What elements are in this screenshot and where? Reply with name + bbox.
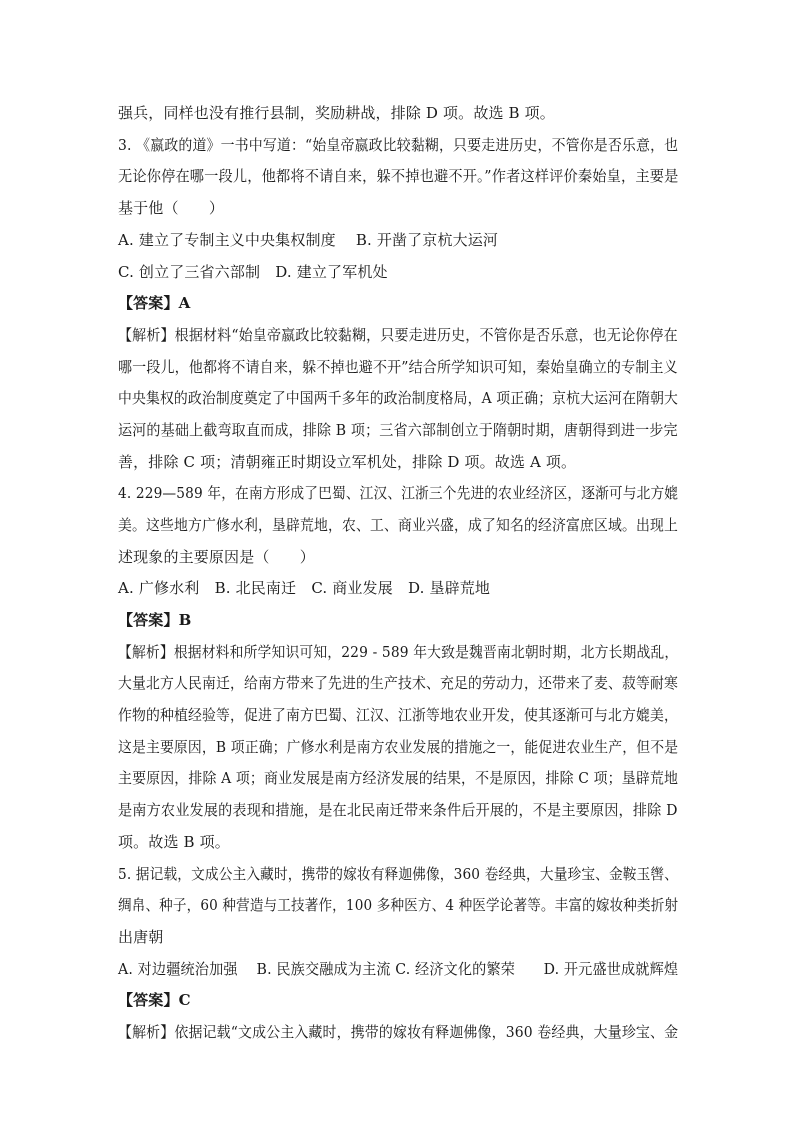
text-line: 大量北方人民南迁，给南方带来了先进的生产技术、充足的劳动力，还带来了麦、菽等耐寒: [118, 674, 678, 692]
question-5-stem: 5. 据记载，文成公主入藏时，携带的嫁妆有释迦佛像，360 卷经典，大量珍宝、金鞍玉辔、: [118, 865, 679, 883]
question-4-stem: 4. 229—589 年，在南方形成了巴蜀、江汉、江浙三个先进的农业经济区，逐渐可与北方媲: [118, 484, 679, 502]
text-line: 强兵，同样也没有推行县制，奖励耕战，排除 D 项。故选 B 项。: [118, 104, 555, 122]
text-line: 这是主要原因，B 项正确；广修水利是南方农业发展的措施之一，能促进农业生产，但不是: [118, 738, 679, 756]
text-line: 出唐朝: [118, 928, 164, 946]
question-4-options: A. 广修水利 B. 北民南迁 C. 商业发展 D. 垦辟荒地: [118, 579, 491, 597]
question-5-analysis: 【解析】依据记载“文成公主入藏时，携带的嫁妆有释迦佛像，360 卷经典，大量珍宝、金: [118, 1023, 679, 1041]
text-line: 美。这些地方广修水利，垦辟荒地，农、工、商业兴盛，成了知名的经济富庶区域。出现上: [118, 516, 678, 534]
question-3-options: C. 创立了三省六部制 D. 建立了军机处: [118, 263, 388, 281]
text-line: 作物的种植经验等，促进了南方巴蜀、江汉、江浙等地农业开发，使其逐渐可与北方媲美，: [118, 706, 678, 724]
question-4-analysis: 【解析】根据材料和所学知识可知，229 - 589 年大致是魏晋南北朝时期，北方长期战乱，: [118, 643, 679, 661]
text-line: 主要原因，排除 A 项；商业发展是南方经济发展的结果，不是原因，排除 C 项；垦辟荒地: [118, 769, 679, 787]
text-line: 无论你停在哪一段儿，他都将不请自来，躲不掉也避不开。”作者这样评价秦始皇，主要是: [118, 167, 679, 185]
text-line: 运河的基础上截弯取直而成，排除 B 项；三省六部制创立于隋朝时期，唐朝得到进一步完: [118, 421, 678, 439]
text-line: 基于他（ ）: [118, 199, 225, 217]
question-3-analysis: 【解析】根据材料“始皇帝嬴政比较黏糊，只要走进历史，不管你是否乐意，也无论你停在: [118, 326, 678, 344]
text-line: 绸帛、种子，60 种营造与工技著作，100 多种医方、4 种医学论著等。丰富的嫁妆种类折射: [118, 896, 679, 914]
text-line: 中央集权的政治制度奠定了中国两千多年的政治制度格局，A 项正确；京杭大运河在隋朝大: [118, 389, 679, 407]
question-3-answer: 【答案】A: [118, 294, 191, 312]
question-5-options: A. 对边疆统治加强 B. 民族交融成为主流 C. 经济文化的繁荣 D. 开元盛世成就辉煌: [118, 960, 679, 978]
question-4-answer: 【答案】B: [118, 611, 192, 629]
question-3-stem: 3. 《嬴政的道》一书中写道：“始皇帝嬴政比较黏糊，只要走进历史，不管你是否乐意，也: [118, 136, 679, 154]
text-line: 项。故选 B 项。: [118, 833, 230, 851]
text-line: 善，排除 C 项；清朝雍正时期设立军机处，排除 D 项。故选 A 项。: [118, 453, 577, 471]
text-line: 述现象的主要原因是（ ）: [118, 548, 315, 566]
question-3-options: A. 建立了专制主义中央集权制度 B. 开凿了京杭大运河: [118, 231, 499, 249]
text-line: 哪一段儿，他都将不请自来，躲不掉也避不开”结合所学知识可知，秦始皇确立的专制主义: [118, 358, 678, 376]
text-line: 是南方农业发展的表现和措施，是在北民南迁带来条件后开展的，不是主要原因，排除 D: [118, 801, 678, 819]
question-5-answer: 【答案】C: [118, 991, 191, 1009]
